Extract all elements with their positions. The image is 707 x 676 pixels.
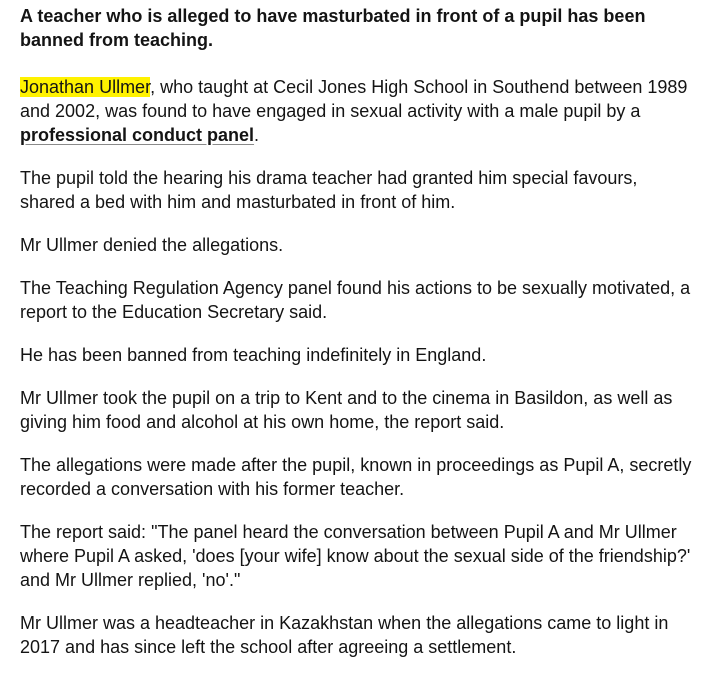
article-lede: A teacher who is alleged to have masturbated in front of a pupil has been banned from teaching. bbox=[20, 6, 646, 50]
paragraph-1-end: . bbox=[254, 125, 260, 145]
paragraph-1-text: , who taught at Cecil Jones High School in Southend between 1989 and 2002, was found to have engaged in sexual activity with a male pupil by a bbox=[20, 77, 688, 121]
paragraph-3: Mr Ullmer denied the allegations. bbox=[20, 235, 284, 255]
paragraph-6: Mr Ullmer took the pupil on a trip to Kent and to the cinema in Basildon, as well as giving him food and alcohol at his own home, the report said. bbox=[20, 388, 673, 432]
article-body bbox=[20, 0, 692, 659]
paragraph-8: The report said: "The panel heard the conversation between Pupil A and Mr Ullmer where Pupil A asked, 'does [your wife] know about the sexual side of the friendship?' and Mr Ullmer replied, 'no'." bbox=[20, 522, 691, 590]
paragraph-1 bbox=[20, 75, 692, 147]
paragraph-9: Mr Ullmer was a headteacher in Kazakhstan when the allegations came to light in 2017 and has since left the school after agreeing a settlement. bbox=[20, 613, 669, 657]
professional-conduct-panel-link[interactable]: professional conduct panel bbox=[20, 125, 255, 145]
highlighted-name: Jonathan Ullmer bbox=[20, 77, 151, 97]
paragraph-5: He has been banned from teaching indefinitely in England. bbox=[20, 345, 487, 365]
paragraph-2: The pupil told the hearing his drama teacher had granted him special favours, shared a bed with him and masturbated in front of him. bbox=[20, 168, 638, 212]
paragraph-4: The Teaching Regulation Agency panel found his actions to be sexually motivated, a report to the Education Secretary said. bbox=[20, 278, 691, 322]
paragraph-7: The allegations were made after the pupil, known in proceedings as Pupil A, secretly recorded a conversation with his former teacher. bbox=[20, 455, 692, 499]
